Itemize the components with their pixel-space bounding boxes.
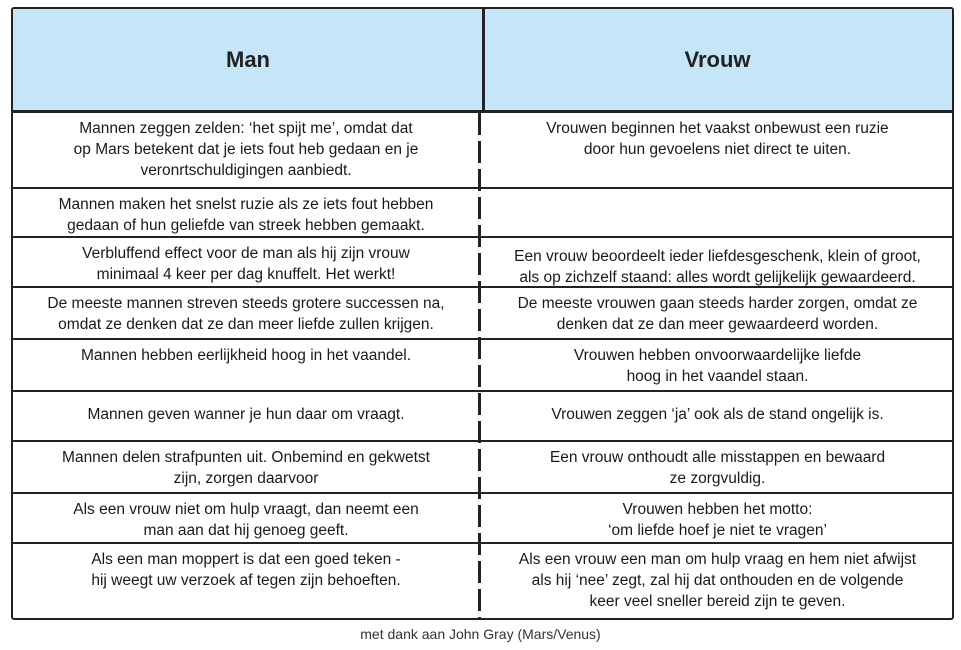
cell-vrouw: Vrouwen hebben onvoorwaardelijke liefde hoog in het vaandel staan.	[573, 347, 862, 385]
table-row	[13, 442, 952, 494]
cell-man: Mannen zeggen zelden: ‘het spijt me’, omdat dat op Mars betekent dat je iets fout heb gedaan en je veronrtschuldigingen aanbiedt.	[73, 120, 419, 179]
column-header-vrouw: Vrouw	[684, 46, 751, 72]
cell-man: Mannen maken het snelst ruzie als ze iets fout hebben gedaan of hun geliefde van streek hebben gemaakt.	[58, 196, 434, 234]
cell-vrouw: Vrouwen zeggen ‘ja’ ook als de stand ongelijk is.	[551, 406, 884, 423]
cell-vrouw: Vrouwen beginnen het vaakst onbewust een ruzie door hun gevoelens niet direct te uiten.	[546, 120, 889, 158]
cell-man: De meeste mannen streven steeds grotere successen na, omdat ze denken dat ze dan meer liefde zullen krijgen.	[47, 295, 445, 333]
cell-vrouw	[481, 189, 954, 236]
table-row	[13, 392, 952, 442]
credit-footer: met dank aan John Gray (Mars/Venus)	[360, 626, 601, 642]
cell-man: Verbluffend effect voor de man als hij zijn vrouw minimaal 4 keer per dag knuffelt. Het werkt!	[82, 245, 410, 283]
cell-vrouw: Als een vrouw een man om hulp vraag en hem niet afwijst als hij ‘nee’ zegt, zal hij dat onthouden en de volgende keer veel sneller bereid zijn te geven.	[518, 551, 917, 610]
table-row	[13, 340, 952, 392]
cell-vrouw: De meeste vrouwen gaan steeds harder zorgen, omdat ze denken dat ze dan meer gewaardeerd worden.	[517, 295, 918, 333]
table-row	[13, 494, 952, 544]
table-row	[13, 189, 952, 238]
cell-man: Mannen hebben eerlijkheid hoog in het vaandel.	[80, 347, 412, 364]
table-row	[13, 288, 952, 340]
cell-vrouw: Een vrouw beoordeelt ieder liefdesgeschenk, klein of groot, als op zichzelf staand: alles wordt gelijkelijk gewaardeerd.	[514, 248, 921, 286]
cell-man: Mannen delen strafpunten uit. Onbemind en gekwetst zijn, zorgen daarvoor	[62, 449, 430, 487]
column-header-man: Man	[226, 46, 270, 72]
header-divider	[482, 9, 485, 113]
cell-vrouw: Vrouwen hebben het motto: ‘om liefde hoef je niet te vragen’	[608, 501, 827, 539]
cell-man: Als een vrouw niet om hulp vraagt, dan neemt een man aan dat hij genoeg geeft.	[73, 501, 419, 539]
cell-vrouw: Een vrouw onthoudt alle misstappen en bewaard ze zorgvuldig.	[549, 449, 886, 487]
table-row	[13, 238, 952, 288]
comparison-table	[11, 7, 954, 620]
table-row	[13, 113, 952, 189]
table-row	[13, 544, 952, 620]
cell-man: Mannen geven wanner je hun daar om vraagt.	[87, 406, 405, 423]
cell-man: Als een man moppert is dat een goed teken - hij weegt uw verzoek af tegen zijn behoeften.	[91, 551, 401, 589]
